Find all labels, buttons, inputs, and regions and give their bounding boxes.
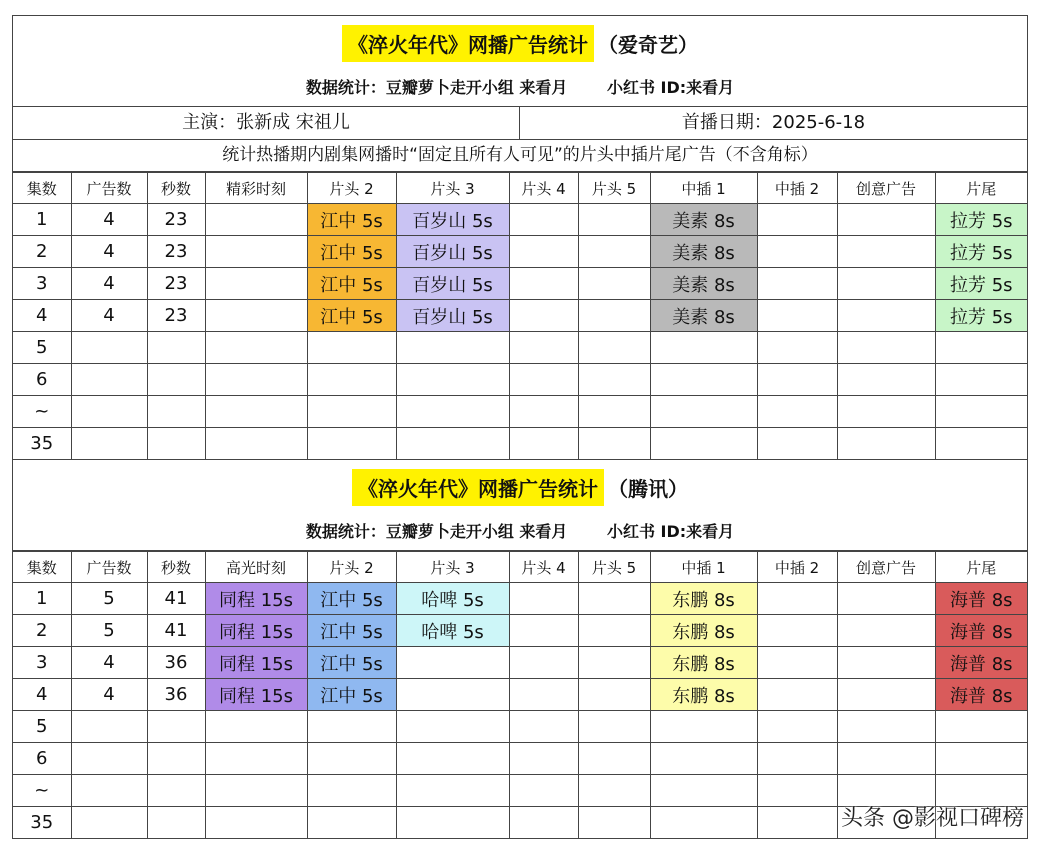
table-cell: 5: [13, 711, 71, 743]
table-cell: [837, 300, 935, 332]
table-cell: [205, 711, 307, 743]
table-cell: [509, 615, 578, 647]
table-cell: [578, 204, 650, 236]
table-cell: [205, 364, 307, 396]
section1-table: [13, 172, 1027, 460]
table-cell: [307, 711, 396, 743]
table-cell: [578, 711, 650, 743]
column-header: 片头 3: [396, 173, 509, 204]
table-row: [13, 679, 1027, 711]
table-cell: 3: [13, 647, 71, 679]
table-cell: [757, 300, 837, 332]
section1-title: 《淬火年代》网播广告统计: [342, 25, 594, 62]
table-cell: [509, 300, 578, 332]
table-cell: 41: [147, 615, 205, 647]
table-cell: [307, 332, 396, 364]
table-cell: [147, 743, 205, 775]
table-cell: 拉芳 5s: [935, 204, 1027, 236]
table-cell: [509, 807, 578, 839]
table-cell: [71, 396, 147, 428]
table-cell: [935, 428, 1027, 460]
table-cell: 4: [71, 268, 147, 300]
table-cell: 4: [71, 204, 147, 236]
table-cell: [396, 679, 509, 711]
table-cell: [578, 743, 650, 775]
table-cell: 美素 8s: [650, 300, 757, 332]
table-cell: 同程 15s: [205, 679, 307, 711]
column-header: 集数: [13, 552, 71, 583]
table-cell: [837, 647, 935, 679]
cast-premiere-row: [13, 107, 1027, 140]
table-cell: [837, 743, 935, 775]
section2-header: [13, 460, 1027, 551]
table-cell: [205, 268, 307, 300]
column-header: 中插 2: [757, 552, 837, 583]
column-header: 中插 2: [757, 173, 837, 204]
watermark: 头条 @影视口碑榜: [841, 806, 1024, 831]
table-row: [13, 364, 1027, 396]
table-cell: [578, 615, 650, 647]
section1-title-line: [13, 16, 1027, 70]
table-cell: 4: [13, 300, 71, 332]
column-header: 高光时刻: [205, 552, 307, 583]
table-cell: [509, 396, 578, 428]
table-cell: [396, 396, 509, 428]
premiere-date: 首播日期：2025-6-18: [681, 112, 866, 133]
table-cell: [837, 332, 935, 364]
table-cell: 拉芳 5s: [935, 236, 1027, 268]
table-cell: 6: [13, 743, 71, 775]
table-row: [13, 300, 1027, 332]
table-cell: [578, 396, 650, 428]
table-cell: [837, 236, 935, 268]
table-cell: [147, 807, 205, 839]
section1-subtitle-left: 数据统计：豆瓣萝卜走开小组 来看月: [305, 78, 568, 97]
table-cell: [578, 807, 650, 839]
table-cell: [578, 647, 650, 679]
table-cell: [509, 775, 578, 807]
table-cell: [307, 428, 396, 460]
table-cell: [757, 332, 837, 364]
table-cell: 东鹏 8s: [650, 679, 757, 711]
column-header: 集数: [13, 173, 71, 204]
table-cell: 江中 5s: [307, 583, 396, 615]
table-cell: 美素 8s: [650, 236, 757, 268]
table-cell: [307, 775, 396, 807]
table-cell: [578, 583, 650, 615]
table-cell: 百岁山 5s: [396, 268, 509, 300]
table-cell: [396, 743, 509, 775]
table-cell: [935, 364, 1027, 396]
table-cell: 23: [147, 204, 205, 236]
table-cell: 江中 5s: [307, 268, 396, 300]
column-header: 广告数: [71, 552, 147, 583]
table-cell: 1: [13, 583, 71, 615]
table-cell: [757, 807, 837, 839]
table-cell: [396, 647, 509, 679]
column-header: 片尾: [935, 552, 1027, 583]
table-row: [13, 236, 1027, 268]
section1-subtitle: [13, 70, 1027, 106]
column-header: 片尾: [935, 173, 1027, 204]
table-cell: 36: [147, 679, 205, 711]
ad-statistics-sheet: [12, 15, 1028, 839]
table-cell: [837, 583, 935, 615]
table-cell: 2: [13, 615, 71, 647]
table-cell: 同程 15s: [205, 615, 307, 647]
table-cell: 江中 5s: [307, 679, 396, 711]
table-cell: 23: [147, 236, 205, 268]
table-cell: [757, 583, 837, 615]
column-header: 片头 2: [307, 173, 396, 204]
table-cell: [650, 428, 757, 460]
table-cell: 同程 15s: [205, 647, 307, 679]
table-cell: [837, 268, 935, 300]
section1-subtitle-right: 小红书 ID:来看月: [606, 78, 735, 97]
section2-title: 《淬火年代》网播广告统计: [352, 469, 604, 506]
section2-subtitle-left: 数据统计：豆瓣萝卜走开小组 来看月: [305, 522, 568, 541]
table-cell: 江中 5s: [307, 204, 396, 236]
table-cell: [650, 364, 757, 396]
table-cell: [837, 396, 935, 428]
table-cell: [509, 647, 578, 679]
cast-info: 主演：张新成 宋祖儿: [13, 107, 520, 139]
table-cell: [307, 364, 396, 396]
table-cell: [396, 332, 509, 364]
statistics-note: 统计热播期内剧集网播时“固定且所有人可见”的片头中插片尾广告（不含角标）: [13, 140, 1027, 172]
table-cell: 35: [13, 428, 71, 460]
table-cell: [757, 647, 837, 679]
table-cell: 同程 15s: [205, 583, 307, 615]
table-cell: [396, 428, 509, 460]
column-header: 片头 2: [307, 552, 396, 583]
table-cell: [205, 807, 307, 839]
table-cell: [71, 364, 147, 396]
column-header: 片头 3: [396, 552, 509, 583]
table-cell: [509, 364, 578, 396]
column-header: 片头 5: [578, 173, 650, 204]
table-cell: [509, 679, 578, 711]
table-cell: [71, 775, 147, 807]
table-cell: [757, 743, 837, 775]
table-cell: 1: [13, 204, 71, 236]
table-row: [13, 711, 1027, 743]
table-cell: [578, 428, 650, 460]
table-cell: 百岁山 5s: [396, 300, 509, 332]
table-cell: 东鹏 8s: [650, 583, 757, 615]
table-cell: [396, 775, 509, 807]
table-cell: 35: [13, 807, 71, 839]
table-cell: [650, 743, 757, 775]
table-cell: 6: [13, 364, 71, 396]
table-cell: [147, 775, 205, 807]
table-cell: [650, 396, 757, 428]
table-cell: [205, 204, 307, 236]
table-cell: [757, 396, 837, 428]
table-cell: [578, 236, 650, 268]
table-cell: [307, 396, 396, 428]
table-cell: ~: [13, 396, 71, 428]
table-cell: [205, 236, 307, 268]
table-cell: 2: [13, 236, 71, 268]
table-cell: [509, 268, 578, 300]
column-header: 秒数: [147, 552, 205, 583]
section2-table: [13, 551, 1027, 839]
table-cell: [205, 332, 307, 364]
section2-title-suffix: （腾讯）: [608, 476, 688, 501]
table-cell: 海普 8s: [935, 679, 1027, 711]
table-cell: [578, 268, 650, 300]
table-cell: 海普 8s: [935, 583, 1027, 615]
table-cell: [509, 743, 578, 775]
table-cell: 4: [71, 300, 147, 332]
table-cell: [757, 775, 837, 807]
table-cell: [837, 679, 935, 711]
table-cell: 36: [147, 647, 205, 679]
table-row: [13, 647, 1027, 679]
table-cell: [396, 711, 509, 743]
table-cell: [71, 428, 147, 460]
table-cell: 江中 5s: [307, 647, 396, 679]
table-cell: ~: [13, 775, 71, 807]
table-cell: 4: [71, 679, 147, 711]
table-cell: [757, 268, 837, 300]
table-cell: [396, 807, 509, 839]
table-cell: 海普 8s: [935, 647, 1027, 679]
table-cell: 23: [147, 268, 205, 300]
table-header-row: [13, 552, 1027, 583]
table-cell: [935, 711, 1027, 743]
table-cell: [837, 364, 935, 396]
table-cell: [147, 364, 205, 396]
table-row: [13, 268, 1027, 300]
table-row: [13, 428, 1027, 460]
table-cell: [147, 332, 205, 364]
table-cell: [205, 743, 307, 775]
table-cell: [509, 711, 578, 743]
table-cell: 美素 8s: [650, 268, 757, 300]
table-cell: 5: [71, 615, 147, 647]
column-header: 中插 1: [650, 552, 757, 583]
table-cell: 江中 5s: [307, 236, 396, 268]
section2-subtitle: [13, 514, 1027, 550]
table-cell: 海普 8s: [935, 615, 1027, 647]
table-cell: 4: [71, 236, 147, 268]
table-cell: [757, 711, 837, 743]
column-header: 中插 1: [650, 173, 757, 204]
table-row: [13, 396, 1027, 428]
table-cell: 美素 8s: [650, 204, 757, 236]
table-cell: [509, 583, 578, 615]
table-cell: [757, 679, 837, 711]
table-cell: [205, 396, 307, 428]
table-cell: [578, 775, 650, 807]
table-cell: 百岁山 5s: [396, 236, 509, 268]
table-cell: [650, 807, 757, 839]
table-cell: [578, 364, 650, 396]
table-cell: [578, 679, 650, 711]
column-header: 片头 4: [509, 173, 578, 204]
table-cell: [509, 236, 578, 268]
table-cell: [650, 332, 757, 364]
column-header: 广告数: [71, 173, 147, 204]
table-header-row: [13, 173, 1027, 204]
table-cell: [205, 428, 307, 460]
table-cell: [650, 775, 757, 807]
table-cell: 拉芳 5s: [935, 300, 1027, 332]
table-cell: [147, 711, 205, 743]
table-cell: [578, 300, 650, 332]
column-header: 创意广告: [837, 173, 935, 204]
column-header: 精彩时刻: [205, 173, 307, 204]
table-cell: [307, 743, 396, 775]
column-header: 片头 5: [578, 552, 650, 583]
table-cell: [71, 711, 147, 743]
table-cell: [396, 364, 509, 396]
table-cell: 江中 5s: [307, 615, 396, 647]
table-cell: [757, 428, 837, 460]
table-cell: [147, 428, 205, 460]
table-cell: [71, 332, 147, 364]
table-cell: [509, 204, 578, 236]
column-header: 秒数: [147, 173, 205, 204]
table-row: [13, 615, 1027, 647]
table-cell: 5: [71, 583, 147, 615]
table-cell: 哈啤 5s: [396, 583, 509, 615]
table-cell: 东鹏 8s: [650, 647, 757, 679]
table-cell: [837, 615, 935, 647]
table-cell: [205, 300, 307, 332]
table-cell: 江中 5s: [307, 300, 396, 332]
table-cell: [578, 332, 650, 364]
table-cell: [71, 807, 147, 839]
table-cell: [935, 743, 1027, 775]
table-cell: 百岁山 5s: [396, 204, 509, 236]
section2-title-line: [13, 460, 1027, 514]
table-cell: [935, 332, 1027, 364]
table-cell: [307, 807, 396, 839]
table-cell: [509, 332, 578, 364]
table-cell: 23: [147, 300, 205, 332]
table-cell: [935, 396, 1027, 428]
table-cell: 3: [13, 268, 71, 300]
table-cell: 4: [13, 679, 71, 711]
table-cell: 41: [147, 583, 205, 615]
section1-header: [13, 16, 1027, 107]
table-cell: 拉芳 5s: [935, 268, 1027, 300]
table-cell: [650, 711, 757, 743]
section2-subtitle-right: 小红书 ID:来看月: [606, 522, 735, 541]
table-cell: [837, 204, 935, 236]
table-cell: [837, 711, 935, 743]
table-cell: [757, 236, 837, 268]
table-cell: [205, 775, 307, 807]
table-row: [13, 743, 1027, 775]
table-row: [13, 583, 1027, 615]
section1-title-suffix: （爱奇艺）: [598, 32, 698, 57]
table-cell: 4: [71, 647, 147, 679]
table-cell: [837, 428, 935, 460]
table-cell: 东鹏 8s: [650, 615, 757, 647]
table-cell: [757, 364, 837, 396]
table-cell: [509, 428, 578, 460]
table-cell: [757, 615, 837, 647]
table-row: [13, 204, 1027, 236]
table-cell: [147, 396, 205, 428]
table-row: [13, 332, 1027, 364]
table-cell: [71, 743, 147, 775]
table-cell: [757, 204, 837, 236]
table-cell: 5: [13, 332, 71, 364]
column-header: 创意广告: [837, 552, 935, 583]
table-cell: 哈啤 5s: [396, 615, 509, 647]
column-header: 片头 4: [509, 552, 578, 583]
